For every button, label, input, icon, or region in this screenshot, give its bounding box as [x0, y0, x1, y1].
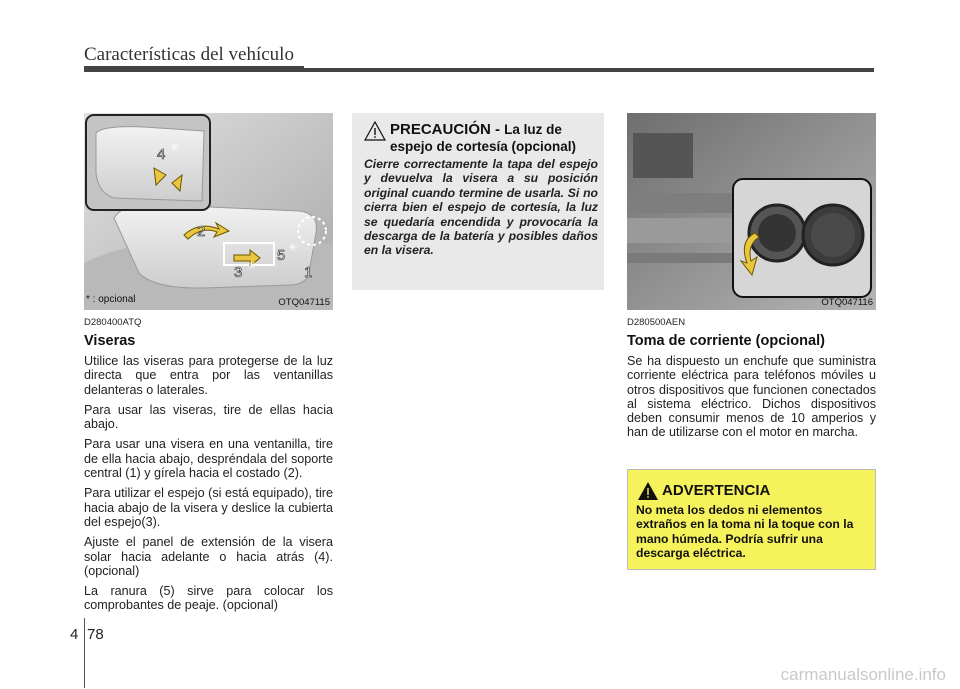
warning-triangle-icon: [364, 121, 386, 141]
caution-title: PRECAUCIÓN - La luz de espejo de cortesía (opcional): [390, 121, 577, 154]
svg-text:✳: ✳: [247, 260, 257, 272]
paragraph: Para utilizar el espejo (si está equipado), tire hacia abajo de la visera y deslice la cubierta del espejo(3).: [84, 486, 333, 529]
power-outlet-figure: [627, 113, 876, 310]
sun-visor-figure: [84, 113, 333, 310]
section-code: D280400ATQ: [84, 317, 142, 328]
callout-4: 4: [157, 146, 166, 163]
figure-note: * : opcional: [86, 294, 136, 305]
paragraph: La ranura (5) sirve para colocar los comprobantes de peaje. (opcional): [84, 584, 333, 613]
page-number: 78: [87, 626, 104, 643]
callout-1: 1: [304, 264, 313, 281]
caution-box: [352, 113, 604, 290]
callout-3: 3: [234, 264, 243, 281]
warning-triangle-icon: [637, 481, 659, 501]
section-number: 4: [70, 626, 79, 643]
page-header-title: Características del vehículo: [84, 44, 294, 65]
watermark: carmanualsonline.info: [780, 665, 946, 684]
paragraph: Se ha dispuesto un enchufe que suministra corriente eléctrica para teléfonos móviles u otros dispositivos que funcionen conectados al sistema eléctrico. Dichos dispositivos deben consumir menos de 10 amperios y han de utilizarse con el motor en marcha.: [627, 354, 876, 440]
body-text-outlet: [627, 354, 876, 446]
body-text-visors: [84, 354, 333, 619]
svg-text:✳: ✳: [170, 142, 180, 154]
section-heading: Toma de corriente (opcional): [627, 333, 825, 349]
header-rule: [84, 68, 874, 72]
paragraph: Ajuste el panel de extensión de la visera solar hacia adelante o hacia atrás (4). (opcional): [84, 535, 333, 578]
caution-body: Cierre correctamente la tapa del espejo y devuelva la visera a su posición original cuando termine de usarla. Si no cierra bien el espejo de cortesía, la luz se quedaría encendida y provocaría la descarga de la batería y posibles daños en la visera.: [364, 157, 598, 258]
figure-code: OTQ047116: [821, 297, 873, 308]
section-heading: Viseras: [84, 333, 136, 349]
svg-text:✳: ✳: [288, 242, 298, 254]
section-code: D280500AEN: [627, 317, 686, 328]
callout-2: 2: [197, 223, 206, 240]
warning-title: ADVERTENCIA: [662, 482, 771, 499]
callout-5: 5: [277, 247, 286, 264]
paragraph: Para usar una visera en una ventanilla, tire de ella hacia abajo, despréndala del soporte central (1) y gírela hacia el costado (2).: [84, 437, 333, 481]
footer-divider: [84, 618, 85, 688]
warning-box: [627, 469, 876, 570]
paragraph: Para usar las viseras, tire de ellas hacia abajo.: [84, 402, 333, 432]
warning-body: No meta los dedos ni elementos extraños en la toma ni la toque con la mano húmeda. Podría sufrir una descarga eléctrica.: [636, 503, 854, 561]
figure-code: OTQ047115: [278, 297, 330, 308]
paragraph: Utilice las viseras para protegerse de la luz directa que entra por las ventanillas delanteras o laterales.: [84, 354, 333, 397]
